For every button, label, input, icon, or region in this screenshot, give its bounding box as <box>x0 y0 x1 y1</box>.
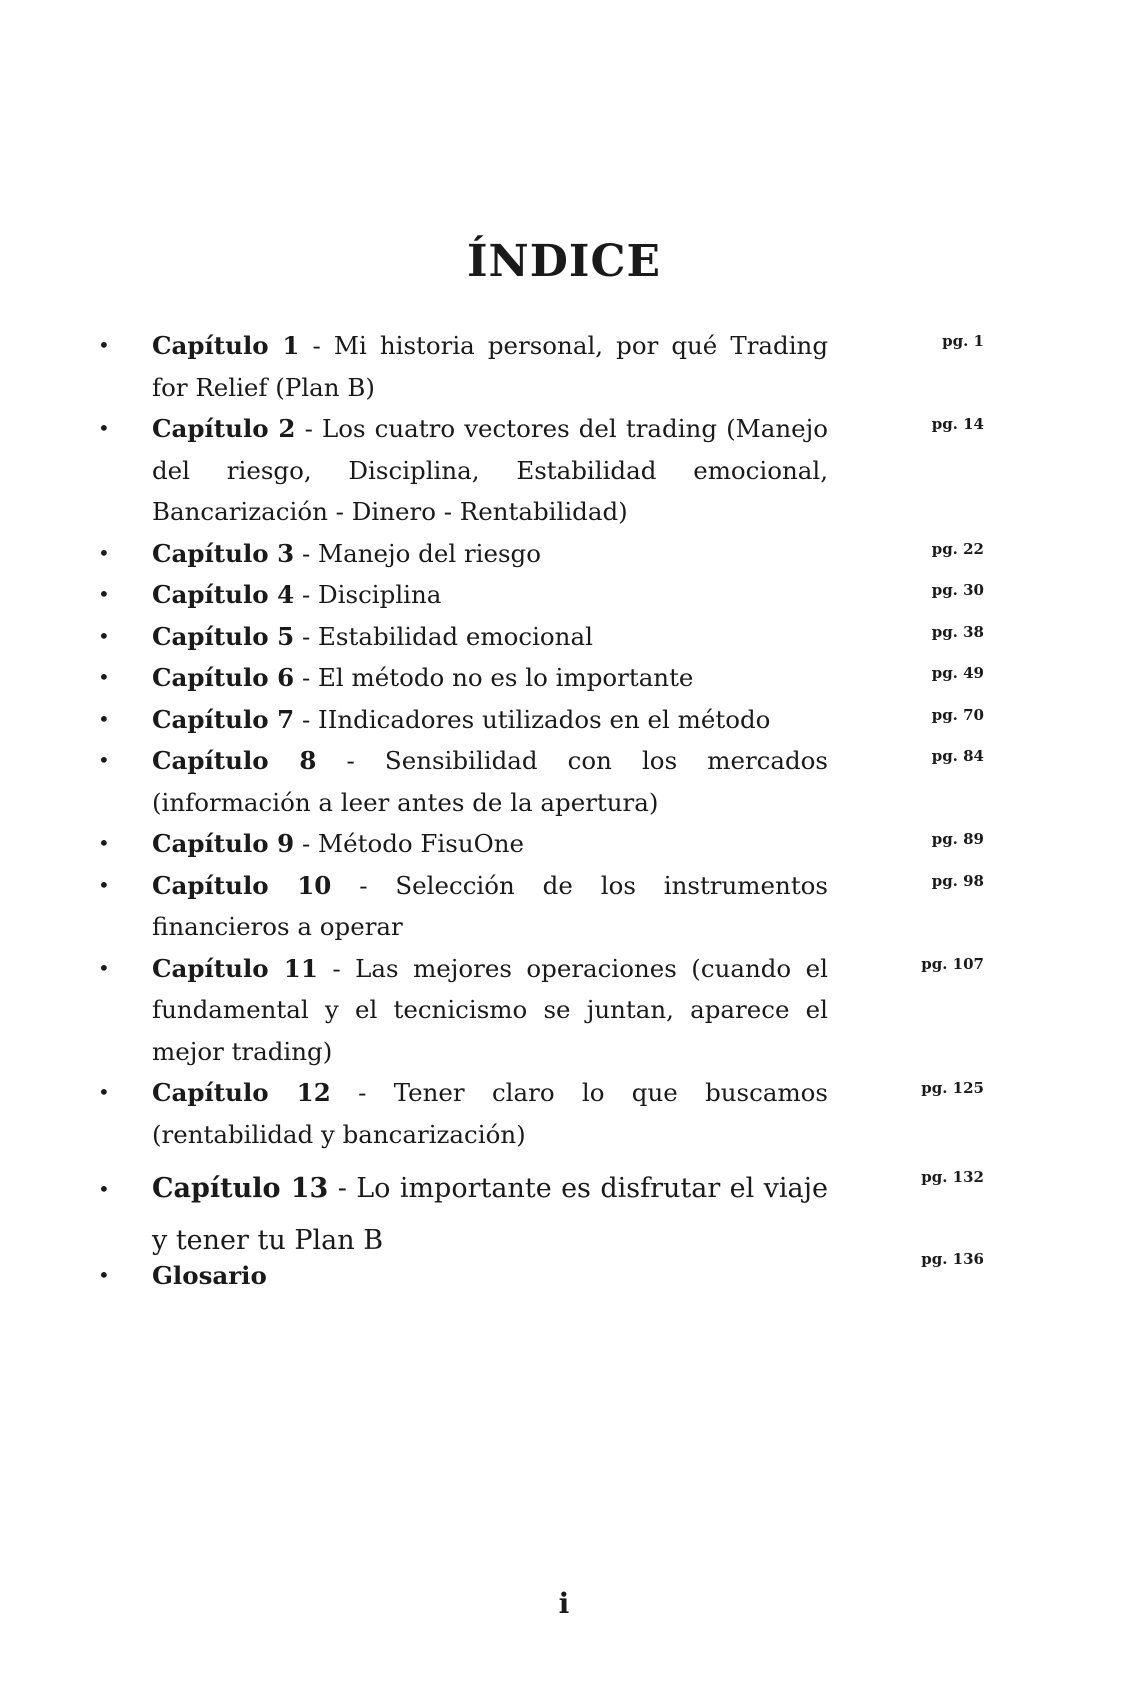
chapter-title: El método no es lo importante <box>318 663 694 692</box>
page-ref: pg. 132 <box>921 1168 984 1186</box>
chapter-title: Selección de los instrumentos financieros a operar <box>152 870 828 941</box>
bullet-icon: • <box>98 665 110 689</box>
chapter-title: Sensibilidad con los mercados (información a leer antes de la apertura) <box>152 746 828 817</box>
bullet-icon: • <box>98 582 110 606</box>
bullet-icon: • <box>98 540 110 565</box>
separator: - <box>294 580 319 609</box>
chapter-label: Capítulo 6 <box>152 663 295 692</box>
chapter-label: Capítulo 7 <box>152 704 295 734</box>
chapter-title: Método FisuOne <box>318 829 524 858</box>
separator: - <box>317 953 356 983</box>
bullet-icon: • <box>98 333 110 357</box>
chapter-label: Capítulo 1 <box>152 331 300 360</box>
bullet-icon: • <box>98 1080 110 1104</box>
toc-entry-1[interactable] <box>0 325 984 408</box>
bullet-icon: • <box>98 1263 110 1287</box>
toc-entry-glosario[interactable] <box>0 1250 984 1297</box>
page-ref: pg. 136 <box>921 1250 984 1268</box>
chapter-title: Tener claro lo que buscamos (rentabilidad y bancarización) <box>152 1078 829 1149</box>
separator: - <box>294 621 319 651</box>
page-ref: pg. 38 <box>931 622 984 641</box>
toc-entry-6[interactable] <box>0 657 984 699</box>
separator: - <box>330 1078 394 1107</box>
chapter-label: Capítulo 11 <box>152 953 318 983</box>
chapter-label: Capítulo 13 <box>152 1173 329 1204</box>
page-ref: pg. 98 <box>931 871 984 890</box>
bullet-icon: • <box>98 748 110 772</box>
chapter-label: Capítulo 10 <box>152 870 332 900</box>
chapter-label: Capítulo 4 <box>152 580 295 609</box>
chapter-title: Disciplina <box>318 580 442 609</box>
page-ref: pg. 22 <box>931 539 984 558</box>
page-ref: pg. 30 <box>931 581 984 599</box>
toc-entry-7[interactable] <box>0 699 984 741</box>
page-ref: pg. 1 <box>942 332 984 350</box>
bullet-icon: • <box>98 416 110 440</box>
bullet-icon: • <box>98 623 110 648</box>
separator: - <box>328 1173 357 1204</box>
toc-entry-5[interactable] <box>0 616 984 658</box>
separator: - <box>294 538 319 568</box>
bullet-icon: • <box>98 706 110 731</box>
separator: - <box>295 414 322 443</box>
page-ref: pg. 84 <box>931 747 984 765</box>
page-ref: pg. 14 <box>931 415 984 433</box>
chapter-title: Mi historia personal, por qué Trading for Relief (Plan B) <box>152 331 828 402</box>
toc-entry-8[interactable] <box>0 740 984 823</box>
toc-entry-3[interactable] <box>0 533 984 575</box>
separator: - <box>294 829 319 858</box>
separator: - <box>294 704 319 734</box>
chapter-title: Manejo del riesgo <box>318 538 541 568</box>
page-ref: pg. 125 <box>921 1079 984 1097</box>
page-number: i <box>558 1587 570 1620</box>
toc-entry-4[interactable] <box>0 574 984 616</box>
table-of-contents <box>0 325 1128 1297</box>
toc-entry-10[interactable] <box>0 865 984 948</box>
chapter-label: Capítulo 12 <box>152 1078 331 1107</box>
toc-entry-2[interactable] <box>0 408 984 533</box>
chapter-label: Capítulo 8 <box>152 746 317 775</box>
chapter-title: Lo importante es disfrutar el viaje y tener tu Plan B <box>152 1173 828 1256</box>
toc-entry-12[interactable] <box>0 1072 984 1155</box>
separator: - <box>299 331 334 360</box>
chapter-label: Capítulo 5 <box>152 621 295 651</box>
chapter-label: Capítulo 2 <box>152 414 296 443</box>
chapter-label: Glosario <box>152 1261 267 1290</box>
toc-entry-9[interactable] <box>0 823 984 865</box>
chapter-title: Las mejores operaciones (cuando el fundamental y el tecnicismo se juntan, aparece el mejor trading) <box>152 953 828 1066</box>
bullet-icon: • <box>98 1177 110 1201</box>
toc-entry-11[interactable] <box>0 948 984 1073</box>
chapter-title: Estabilidad emocional <box>318 621 593 651</box>
chapter-label: Capítulo 3 <box>152 538 295 568</box>
separator: - <box>331 870 396 900</box>
bullet-icon: • <box>98 955 110 980</box>
page-ref: pg. 107 <box>921 954 984 973</box>
bullet-icon: • <box>98 872 110 897</box>
chapter-title: IIndicadores utilizados en el método <box>318 704 771 734</box>
separator: - <box>316 746 385 775</box>
page-ref: pg. 49 <box>931 664 984 682</box>
chapter-title: Los cuatro vectores del trading (Manejo del riesgo, Disciplina, Estabilidad emocional, Bancarización - Dinero - Rentabilidad) <box>152 414 828 526</box>
page-title: ÍNDICE <box>466 236 662 287</box>
page-ref: pg. 89 <box>931 830 984 848</box>
separator: - <box>294 663 319 692</box>
chapter-label: Capítulo 9 <box>152 829 295 858</box>
page-ref: pg. 70 <box>931 705 984 724</box>
bullet-icon: • <box>98 831 110 855</box>
